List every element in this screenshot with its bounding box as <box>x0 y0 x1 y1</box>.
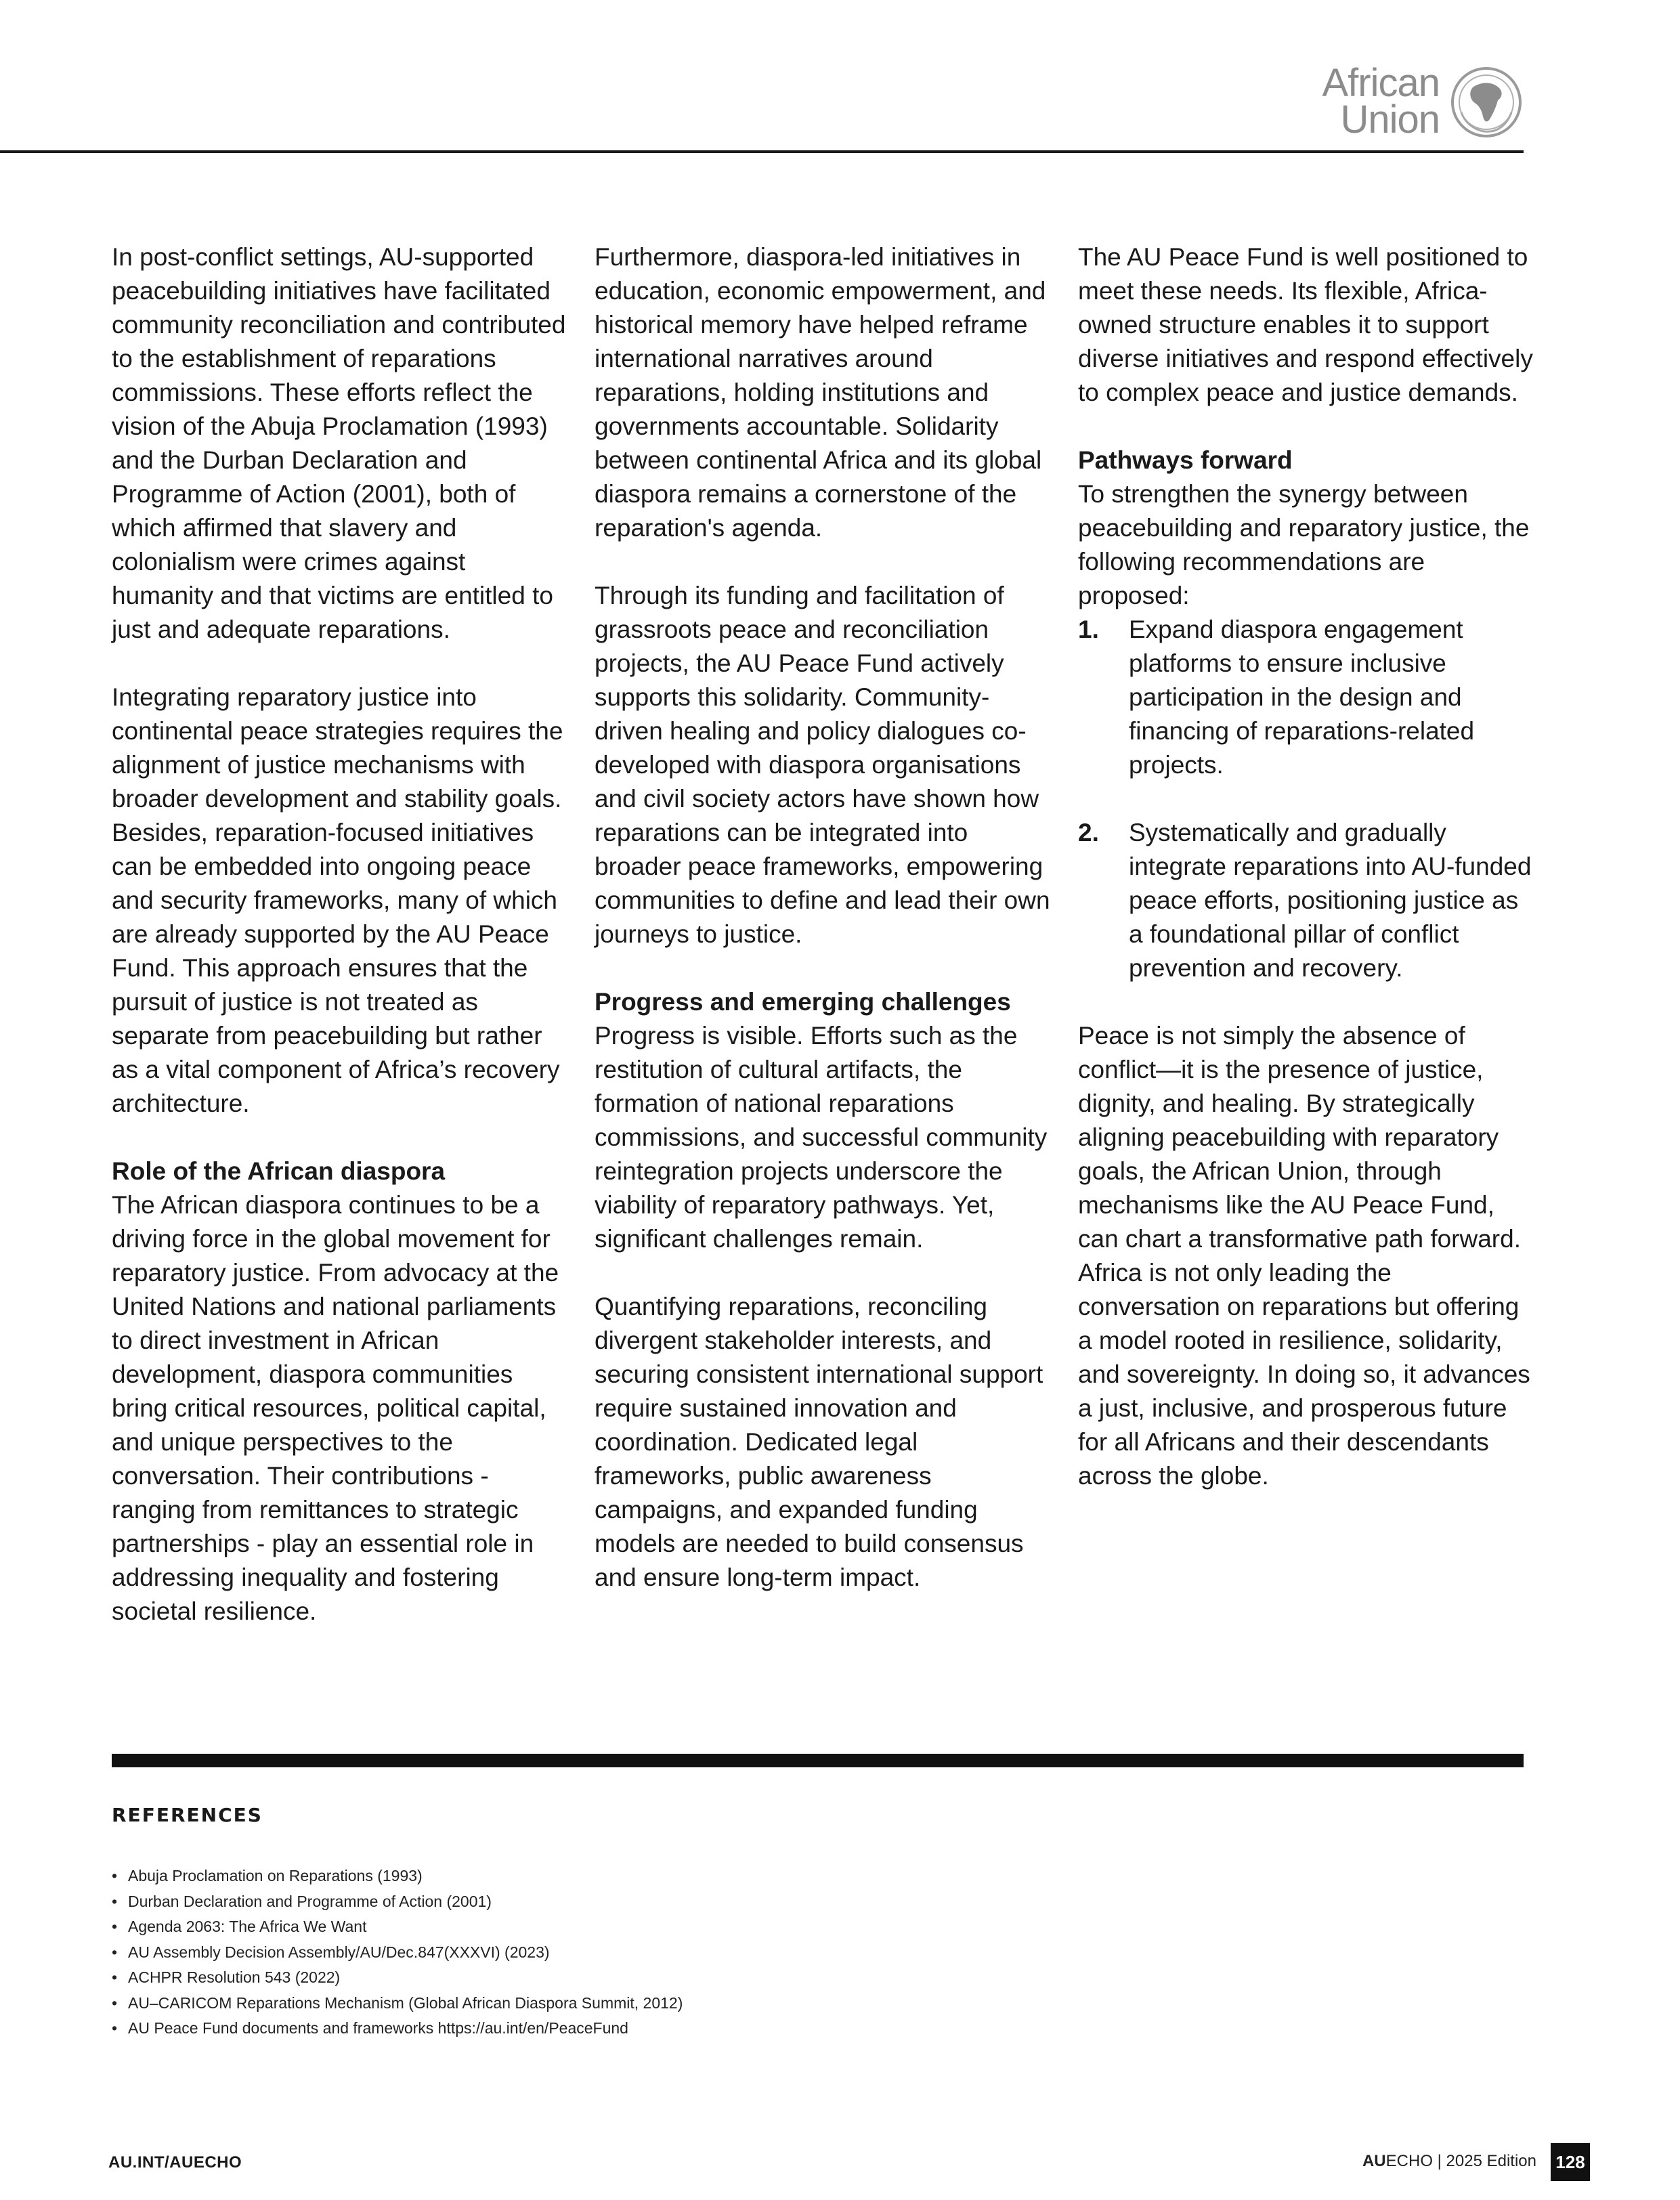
paragraph: Integrating reparatory justice into continental peace strategies requires the alignment of justice mechanisms with broader development and stability goals. Besides, reparation-focused initiatives can be embedded into ongoing peace and security frameworks, many of which are already supported by the AU Peace Fund. This approach ensures that the pursuit of justice is not treated as separate from peacebuilding but rather as a vital component of Africa’s recovery architecture. <box>112 683 563 1117</box>
paragraph: The African diaspora continues to be a driving force in the global movement for reparatory justice. From advocacy at the United Nations and national parliaments to direct investment in African development, diaspora communities bring critical resources, political capital, and unique perspectives to the conversation. Their contributions - ranging from remittances to strategic partnerships - play an essential role in addressing inequality and fostering societal resilience. <box>112 1191 559 1625</box>
african-union-emblem-icon <box>1449 65 1524 139</box>
list-item-text: Expand diaspora engagement platforms to ensure inclusive participation in the design and financing of reparations-related projects. <box>1129 616 1475 779</box>
column-3 <box>1078 240 1538 1527</box>
footer-brand-bold: AU <box>1362 2152 1386 2170</box>
reference-item: • Agenda 2063: The Africa We Want <box>112 1914 683 1940</box>
section-heading: Progress and emerging challenges <box>595 988 1011 1016</box>
column-2 <box>595 240 1055 1629</box>
header-rule <box>0 150 1524 153</box>
paragraph: The AU Peace Fund is well positioned to meet these needs. Its flexible, Africa-owned structure enables it to support diverse initiatives and respond effectively to complex peace and justice demands. <box>1078 243 1533 406</box>
reference-item: • Abuja Proclamation on Reparations (1993) <box>112 1863 683 1889</box>
list-number: 2. <box>1078 819 1099 846</box>
reference-item: • Durban Declaration and Programme of Action (2001) <box>112 1889 683 1915</box>
reference-item: • AU Assembly Decision Assembly/AU/Dec.847(XXXVI) (2023) <box>112 1940 683 1966</box>
list-number: 1. <box>1078 616 1099 643</box>
paragraph: Through its funding and facilitation of grassroots peace and reconciliation projects, the AU Peace Fund actively supports this solidarity. Community-driven healing and policy dialogues co-developed with diaspora organisations and civil society actors have shown how reparations can be integrated into broader peace frameworks, empowering communities to define and lead their own journeys to justice. <box>595 582 1050 948</box>
section-divider <box>112 1754 1524 1767</box>
logo-text <box>1322 61 1440 142</box>
list-item <box>1078 613 1538 782</box>
paragraph: Furthermore, diaspora-led initiatives in education, economic empowerment, and historical memory have helped reframe international narratives around reparations, holding institutions and governments accountable. Solidarity between continental Africa and its global diaspora remains a cornerstone of the reparation's agenda. <box>595 243 1046 542</box>
african-union-logo <box>1300 62 1524 150</box>
footer-edition: ECHO | 2025 Edition <box>1385 2152 1536 2170</box>
section-heading: Pathways forward <box>1078 446 1293 474</box>
references-list <box>112 1863 683 2042</box>
section-heading: Role of the African diaspora <box>112 1157 446 1185</box>
paragraph: To strengthen the synergy between peacebuilding and reparatory justice, the following recommendations are proposed: <box>1078 480 1530 609</box>
column-1 <box>112 240 572 1662</box>
paragraph: In post-conflict settings, AU-supported peacebuilding initiatives have facilitated community reconciliation and contributed to the establishment of reparations commissions. These efforts reflect the vision of the Abuja Proclamation (1993) and the Durban Declaration and Programme of Action (2001), both of which affirmed that slavery and colonialism were crimes against humanity and that victims are entitled to just and adequate reparations. <box>112 243 566 643</box>
paragraph: Progress is visible. Efforts such as the restitution of cultural artifacts, the formation of national reparations commissions, and successful community reintegration projects underscore the viability of reparatory pathways. Yet, significant challenges remain. <box>595 1022 1048 1253</box>
footer-publication <box>1362 2152 1536 2171</box>
list-item <box>1078 816 1538 985</box>
paragraph: Peace is not simply the absence of conflict—it is the presence of justice, dignity, and healing. By strategically aligning peacebuilding with reparatory goals, the African Union, through mechanisms like the AU Peace Fund, can chart a transformative path forward. Africa is not only leading the conversation on reparations but offering a model rooted in resilience, solidarity, and sovereignty. In doing so, it advances a just, inclusive, and prosperous future for all Africans and their descendants across the globe. <box>1078 1022 1530 1490</box>
footer-website: AU.INT/AUECHO <box>108 2153 242 2172</box>
recommendations-list <box>1078 613 1538 985</box>
references-heading: REFERENCES <box>112 1804 263 1826</box>
reference-item: • AU Peace Fund documents and frameworks https://au.int/en/PeaceFund <box>112 2016 683 2042</box>
reference-item: • ACHPR Resolution 543 (2022) <box>112 1965 683 1991</box>
page-number: 128 <box>1551 2143 1590 2181</box>
logo-line-2: Union <box>1340 98 1440 142</box>
list-item-text: Systematically and gradually integrate reparations into AU-funded peace efforts, positioning justice as a foundational pillar of conflict prevention and recovery. <box>1129 819 1532 982</box>
logo-line-1: African <box>1322 61 1440 105</box>
reference-item: • AU–CARICOM Reparations Mechanism (Global African Diaspora Summit, 2012) <box>112 1991 683 2016</box>
paragraph: Quantifying reparations, reconciling divergent stakeholder interests, and securing consistent international support require sustained innovation and coordination. Dedicated legal frameworks, public awareness campaigns, and expanded funding models are needed to build consensus and ensure long-term impact. <box>595 1293 1043 1591</box>
